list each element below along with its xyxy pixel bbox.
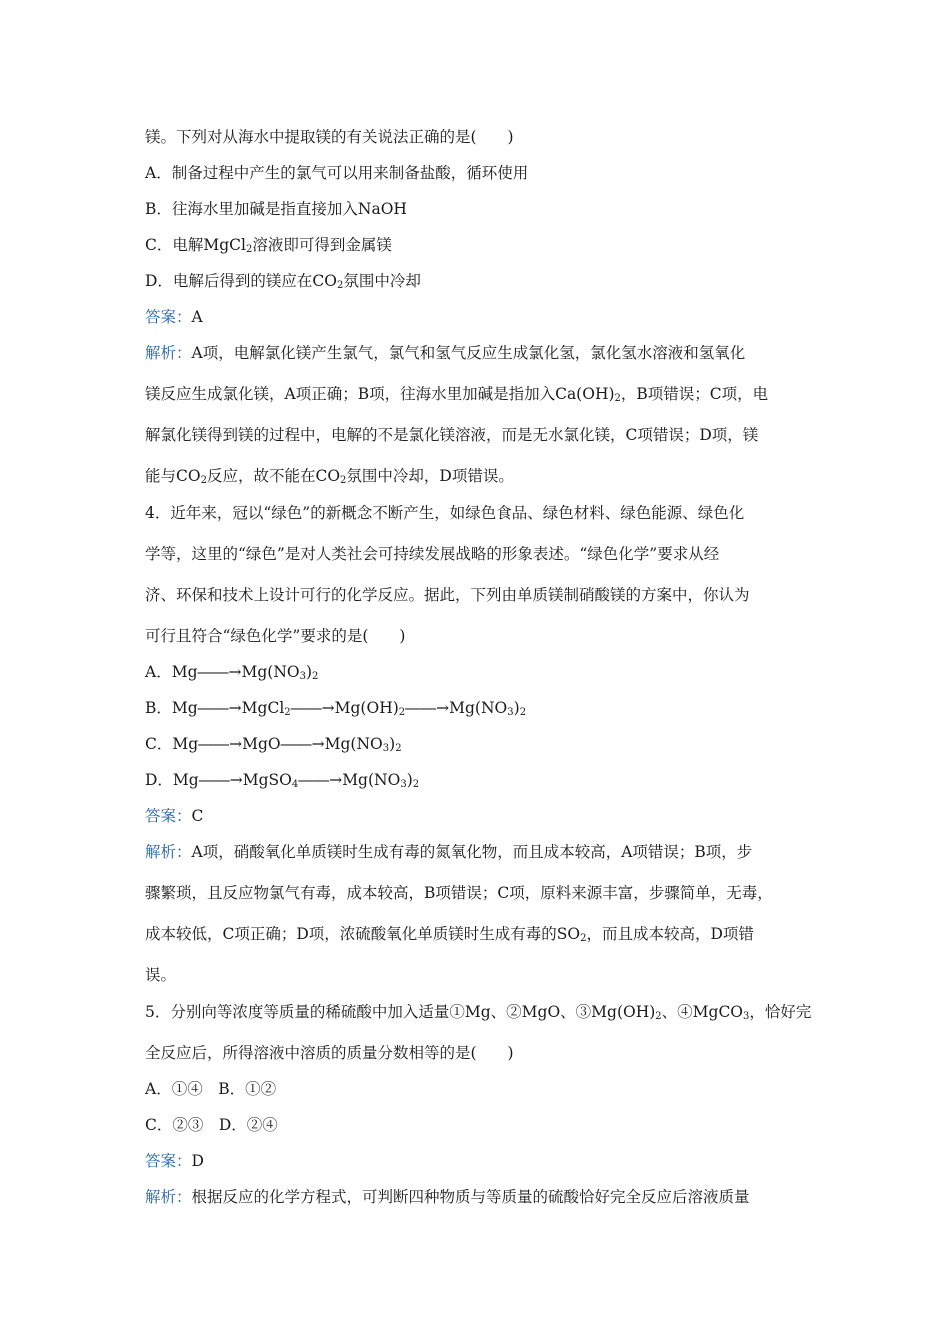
q4-analysis-line-3: 成本较低，C项正确；D项，浓硫酸氧化单质镁时生成有毒的$SO_2$，而且成本较高，D项错 xyxy=(145,925,754,944)
q3-answer: 答案：A xyxy=(145,308,203,326)
q4-analysis-line-4: 误。 xyxy=(145,966,177,984)
q3-option-d: D．电解后得到的镁应在$CO_2$氛围中冷却 xyxy=(145,272,421,291)
q3-option-c: C．电解MgCl$_2$溶液即可得到金属镁 xyxy=(145,236,392,255)
q3-analysis-line-4: 能与$CO_2$反应，故不能在$CO_2$氛围中冷却，D项错误。 xyxy=(145,467,514,486)
q5-stem-line-2: 全反应后，所得溶液中溶质的质量分数相等的是( ) xyxy=(145,1044,514,1062)
q4-option-c: C．$Mg――\to MgO――\to Mg(NO_3)_2$ xyxy=(145,735,402,754)
answer-label: 答案： xyxy=(145,1152,192,1170)
q4-stem-line-2: 学等，这里的“绿色”是对人类社会可持续发展战略的形象表述。“绿色化学”要求从经 xyxy=(145,545,720,563)
q5-answer: 答案：D xyxy=(145,1152,204,1170)
q3-stem-end: 镁。下列对从海水中提取镁的有关说法正确的是( ) xyxy=(145,128,514,146)
q4-stem-line-1: 4．近年来，冠以“绿色”的新概念不断产生，如绿色食品、绿色材料、绿色能源、绿色化 xyxy=(145,504,745,522)
q3-analysis-line-2: 镁反应生成氯化镁，A项正确；B项，往海水里加碱是指加入$Ca(OH)_2$，B项错误；C项，电 xyxy=(145,385,769,404)
q3-option-b: B．往海水里加碱是指直接加入NaOH xyxy=(145,200,407,218)
q4-analysis-line-2: 骤繁琐，且反应物氯气有毒，成本较高，B项错误；C项，原料来源丰富，步骤简单，无毒， xyxy=(145,884,773,902)
q5-analysis-line-1: 解析：根据反应的化学方程式，可判断四种物质与等质量的硫酸恰好完全反应后溶液质量 xyxy=(145,1188,750,1206)
q4-option-a: A．$Mg――\to Mg(NO_3)_2$ xyxy=(145,663,319,682)
q4-stem-line-4: 可行且符合“绿色化学”要求的是( ) xyxy=(145,627,406,645)
q4-stem-line-3: 济、环保和技术上设计可行的化学反应。据此，下列由单质镁制硝酸镁的方案中，你认为 xyxy=(145,586,750,604)
analysis-label: 解析： xyxy=(145,843,192,861)
analysis-label: 解析： xyxy=(145,1188,192,1206)
answer-label: 答案： xyxy=(145,308,192,326)
q5-options-cd: C．②③ D．②④ xyxy=(145,1116,278,1134)
q5-stem-line-1: 5．分别向等浓度等质量的稀硫酸中加入适量①Mg、②MgO、$③Mg(OH)_2$、④MgCO$_3$，恰好完 xyxy=(145,1003,812,1022)
q3-analysis-line-1: 解析：A项，电解氯化镁产生氯气，氯气和氢气反应生成氯化氢，氯化氢水溶液和氢氧化 xyxy=(145,344,746,362)
q5-options-ab: A．①④ B．①② xyxy=(145,1080,277,1098)
q4-answer: 答案：C xyxy=(145,807,204,825)
q4-option-b: B．$Mg――\to MgCl_2――\to Mg(OH)_2――\to Mg(NO_3)_2$ xyxy=(145,699,527,718)
q4-analysis-line-1: 解析：A项，硝酸氧化单质镁时生成有毒的氮氧化物，而且成本较高，A项错误；B项，步 xyxy=(145,843,753,861)
q4-option-d: D．$Mg――\to MgSO_4――\to Mg(NO_3)_2$ xyxy=(145,771,420,790)
analysis-label: 解析： xyxy=(145,344,192,362)
answer-label: 答案： xyxy=(145,807,192,825)
q3-analysis-line-3: 解氯化镁得到镁的过程中，电解的不是氯化镁溶液，而是无水氯化镁，C项错误；D项，镁 xyxy=(145,426,759,444)
q3-option-a: A．制备过程中产生的氯气可以用来制备盐酸，循环使用 xyxy=(145,164,529,182)
